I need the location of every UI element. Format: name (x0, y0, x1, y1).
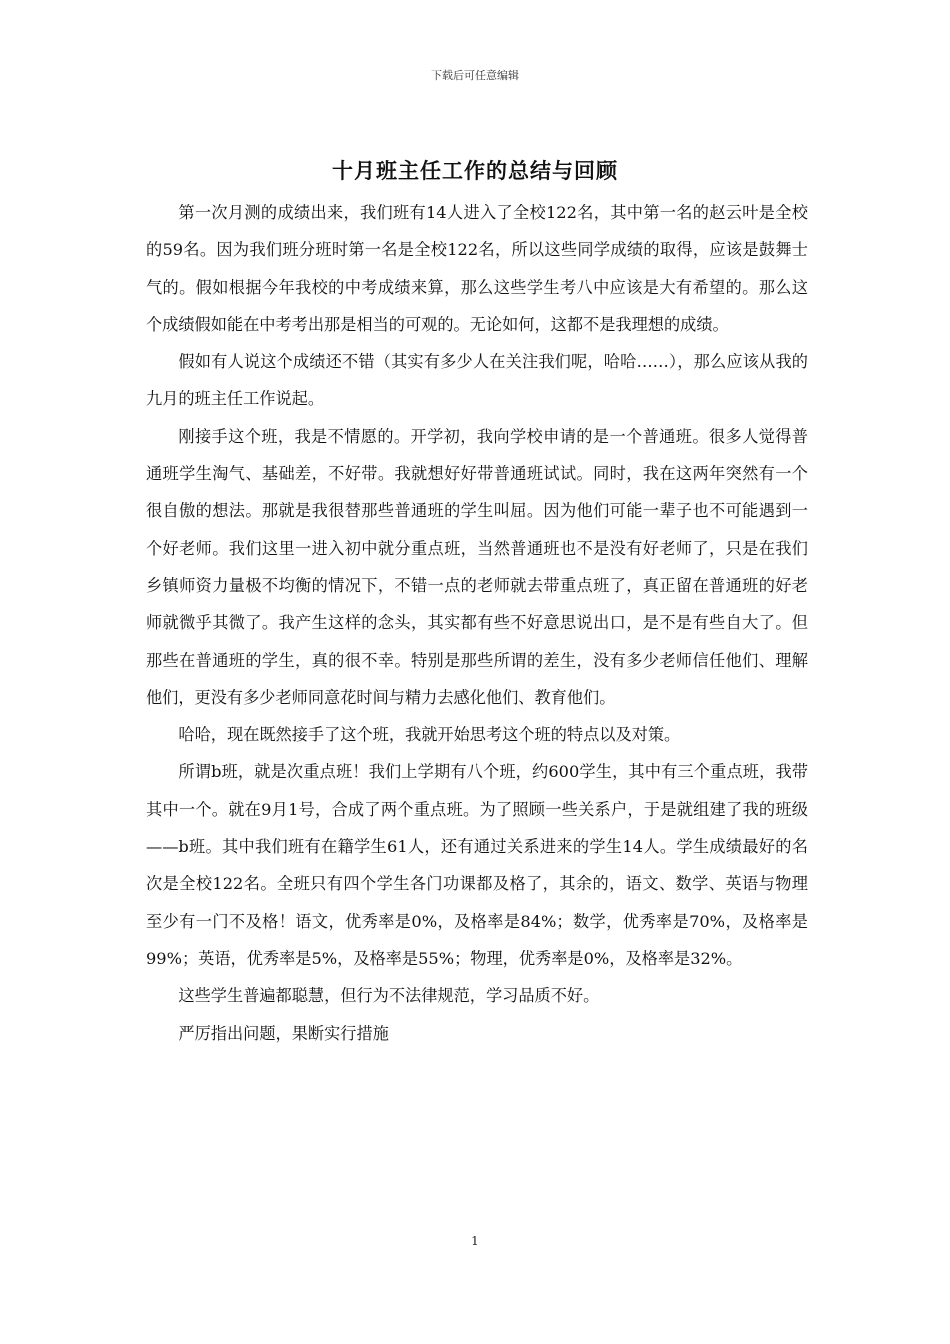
paragraph: 这些学生普遍都聪慧，但行为不法律规范，学习品质不好。 (178, 986, 600, 1006)
document-body (146, 194, 808, 1052)
paragraph: 哈哈，现在既然接手了这个班，我就开始思考这个班的特点以及对策。 (178, 725, 681, 745)
paragraph: 第一次月测的成绩出来，我们班有14人进入了全校122名，其中第一名的赵云叶是全校的59名。因为我们班分班时第一名是全校122名，所以这些同学成绩的取得，应该是鼓舞士气的。假如根据今年我校的中考成绩来算，那么这些学生考八中应该是大有希望的。那么这个成绩假如能在中考考出那是相当的可观的。无论如何，这都不是我理想的成绩。 (146, 203, 808, 334)
page-number: 1 (471, 1234, 479, 1248)
paragraph: 所谓b班，就是次重点班！我们上学期有八个班，约600学生，其中有三个重点班，我带其中一个。就在9月1号，合成了两个重点班。为了照顾一些关系户，于是就组建了我的班级——b班。其中我们班有在籍学生61人，还有通过关系进来的学生14人。学生成绩最好的名次是全校122名。全班只有四个学生各门功课都及格了，其余的，语文、数学、英语与物理至少有一门不及格！语文，优秀率是0%，及格率是84%；数学，优秀率是70%，及格率是99%；英语，优秀率是5%，及格率是55%；物理，优秀率是0%，及格率是32%。 (146, 762, 808, 968)
page-header-note: 下载后可任意编辑 (431, 69, 519, 82)
paragraph: 假如有人说这个成绩还不错（其实有多少人在关注我们呢，哈哈……），那么应该从我的九月的班主任工作说起。 (146, 352, 808, 409)
paragraph: 严厉指出问题，果断实行措施 (178, 1023, 389, 1043)
paragraph: 刚接手这个班，我是不情愿的。开学初，我向学校申请的是一个普通班。很多人觉得普通班学生淘气、基础差，不好带。我就想好好带普通班试试。同时，我在这两年突然有一个很自傲的想法。那就是我很替那些普通班的学生叫屈。因为他们可能一辈子也不可能遇到一个好老师。我们这里一进入初中就分重点班，当然普通班也不是没有好老师了，只是在我们乡镇师资力量极不均衡的情况下，不错一点的老师就去带重点班了，真正留在普通班的好老师就微乎其微了。我产生这样的念头，其实都有些不好意思说出口，是不是有些自大了。但那些在普通班的学生，真的很不幸。特别是那些所谓的差生，没有多少老师信任他们、理解他们，更没有多少老师同意花时间与精力去感化他们、教育他们。 (146, 426, 808, 707)
document-title: 十月班主任工作的总结与回顾 (332, 158, 618, 183)
